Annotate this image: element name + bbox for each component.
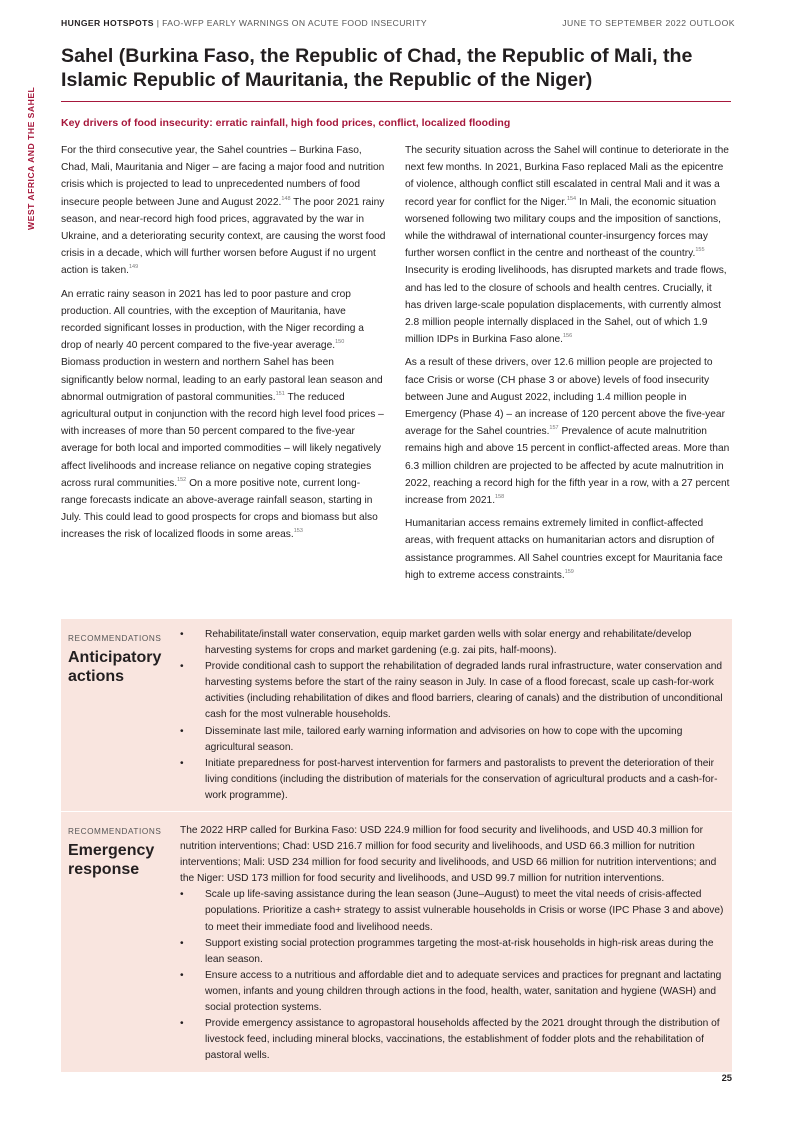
recommendations-label: RECOMMENDATIONS	[68, 634, 162, 643]
emergency-bullet-list	[180, 887, 725, 1064]
footnote-ref: 156	[562, 333, 573, 340]
footnote-ref: 152	[177, 476, 187, 483]
footnote-ref: 159	[564, 568, 574, 575]
footnote-ref: 151	[275, 390, 285, 397]
paragraph: For the third consecutive year, the Sahel countries – Burkina Faso, Chad, Mali, Mauritania and Niger – are facing a major food and nutrition crisis which is projected to lead to unprecedented numbers of food insecure people between June and August 2022.$^{148}$ The poor 2021 rainy season, and near-record high food prices, aggravated by the war in Ukraine, and a deteriorating security context, are causing the worst food crisis in a decade, which will further worsen before August if no urgent action is taken.$^{149}$	[61, 145, 386, 277]
list-item: • Provide conditional cash to support the rehabilitation of degraded lands rural infrastructure, water conservation and harvesting systems before the start of the rainy season in July. In case of a flood forecast, scale up cash-for-work activities (including rehabilitation of dikes and flood barriers, clearing of canals) and the distribution of unconditional cash for the most vulnerable households.	[180, 659, 725, 723]
title-divider	[61, 101, 731, 102]
paragraph: Humanitarian access remains extremely limited in conflict-affected areas, with frequent attacks on humanitarian actors and disruption of assistance programmes. All Sahel countries except for Mauritania face high to extreme access constraints.$^{159}$	[405, 518, 723, 581]
list-item: • Rehabilitate/install water conservation, equip market garden wells with solar energy and rehabilitate/develop harvesting systems for crops and market gardening (e.g. zai pits, half-moons).	[180, 627, 725, 659]
footnote-ref: 155	[695, 247, 705, 254]
anticipatory-bullet-list	[180, 627, 725, 804]
running-header-right: JUNE TO SEPTEMBER 2022 OUTLOOK	[562, 18, 735, 28]
report-name: HUNGER HOTSPOTS	[61, 18, 154, 28]
footnote-ref: 154	[566, 195, 577, 202]
emergency-response-panel	[61, 812, 732, 1072]
section-side-tab: WEST AFRICA AND THE SAHEL	[26, 86, 36, 230]
footnote-ref: 158	[495, 494, 505, 501]
anticipatory-actions-title: Anticipatory actions	[68, 649, 162, 685]
paragraph: The security situation across the Sahel will continue to deteriorate in the next few months. In 2021, Burkina Faso replaced Mali as the epicentre of violence, although conflict still escalated in central Mali and it was a record year for conflict for the Niger.$^{154}$ In Mali, the economic situation worsened following two military coups and the imposition of sanctions, while the withdrawal of international counter-insurgency forces may further worsen conflict in the centre and northeast of the country.$^{155}$ Insecurity is eroding livelihoods, has disrupted markets and trade flows, and has led to the closure of schools and health centres. Crucially, it has driven large-scale population displacements, with currently almost 2.8 million people internally displaced in the Sahel, out of which 1.9 million IDPs in Burkina Faso alone.$^{156}$	[405, 145, 729, 346]
footnote-ref: 148	[281, 195, 291, 202]
page-number: 25	[721, 1072, 732, 1083]
page-title: Sahel (Burkina Faso, the Republic of Chad, the Republic of Mali, the Islamic Republic of Mauritania, the Republic of the Niger)	[61, 45, 693, 91]
key-drivers-heading: Key drivers of food insecurity: erratic rainfall, high food prices, conflict, localized flooding	[61, 117, 511, 129]
paragraph: As a result of these drivers, over 12.6 million people are projected to face Crisis or worse (CH phase 3 or above) levels of food insecurity between June and August 2022, including 1.4 million people in Emergency (Phase 4) – an increase of 120 percent above the five-year average for the Sahel countries.$^{157}$ Prevalence of acute malnutrition remains high and above 15 percent in conflict-affected areas. More than 6.3 million children are projected to be affected by acute malnutrition in 2022, reaching a record high for the fifth year in a row, with a 27 percent increase from 2021.$^{158}$	[405, 357, 730, 507]
list-item: • Scale up life-saving assistance during the lean season (June–August) to meet the vital needs of crisis-affected populations. Prioritize a cash+ strategy to assist vulnerable households in Crisis or worse (IPC Phase 3 and above) to meet their immediate food and livelihood needs.	[180, 887, 725, 935]
right-text-column	[405, 142, 730, 590]
paragraph: An erratic rainy season in 2021 has led to poor pasture and crop production. All countries, with the exception of Mauritania, have recorded significant losses in production, with the Niger recording a drop of nearly 40 percent compared to the five-year average.$^{150}$ Biomass production in western and northern Sahel has been significantly below normal, leading to an early pastoral lean season and abnormal outmigration of pastoral communities.$^{151}$ The reduced agricultural output in conjunction with the record high level food prices – with increases of more than 50 percent compared to the five-year average for both local and imported commodities – will likely negatively affect livelihoods and increase reliance on negative coping strategies across rural communities.$^{152}$ On a more positive note, current long-range forecasts indicate an above-average rainfall season, starting in July. This could lead to good prospects for crops and biomass but also increases the risk of localized floods in some areas.$^{153}$	[61, 288, 384, 541]
list-item: • Support existing social protection programmes targeting the most-at-risk households in high-risk areas during the lean season.	[180, 936, 725, 968]
running-header-left	[61, 18, 427, 28]
list-item: • Ensure access to a nutritious and affordable diet and to adequate services and practices for pregnant and lactating women, infants and young children through actions in the food, health, water, sanitation and hygiene (WASH) and social protection systems.	[180, 968, 725, 1016]
report-subtitle: FAO-WFP EARLY WARNINGS ON ACUTE FOOD INSECURITY	[162, 18, 427, 28]
emergency-response-title: Emergency response	[68, 842, 155, 878]
list-item: • Initiate preparedness for post-harvest intervention for farmers and pastoralists to prevent the deterioration of their living conditions (including the distribution of materials for the conservation of agricultural products and a cash-for-work programme).	[180, 756, 725, 804]
anticipatory-actions-panel	[61, 619, 732, 811]
footnote-ref: 153	[293, 528, 303, 535]
anticipatory-actions-body	[180, 627, 725, 804]
footnote-ref: 150	[335, 339, 345, 346]
left-text-column	[61, 142, 386, 550]
header-separator: |	[153, 18, 163, 28]
footnote-ref: 157	[549, 425, 559, 432]
recommendations-label: RECOMMENDATIONS	[68, 827, 162, 836]
hrp-funding-paragraph: The 2022 HRP called for Burkina Faso: USD 224.9 million for food security and livelihoods, and USD 40.3 million for nutrition interventions; Chad: USD 216.7 million for food security and livelihoods, and USD 66.3 million for nutrition interventions; Mali: USD 234 million for food security and livelihoods, and USD 66 million for nutrition interventions; and the Niger: USD 173 million for food security and livelihoods, and USD 99.7 million for nutrition interventions.	[180, 825, 717, 885]
footnote-ref: 149	[128, 264, 139, 271]
list-item: • Disseminate last mile, tailored early warning information and advisories on how to cope with the upcoming agricultural season.	[180, 724, 725, 756]
emergency-response-body	[180, 823, 725, 1064]
list-item: • Provide emergency assistance to agropastoral households affected by the 2021 drought through the distribution of livestock feed, including mineral blocks, vaccinations, the establishment of fodder plots and the rehabilitation of pastoral wells.	[180, 1016, 725, 1064]
